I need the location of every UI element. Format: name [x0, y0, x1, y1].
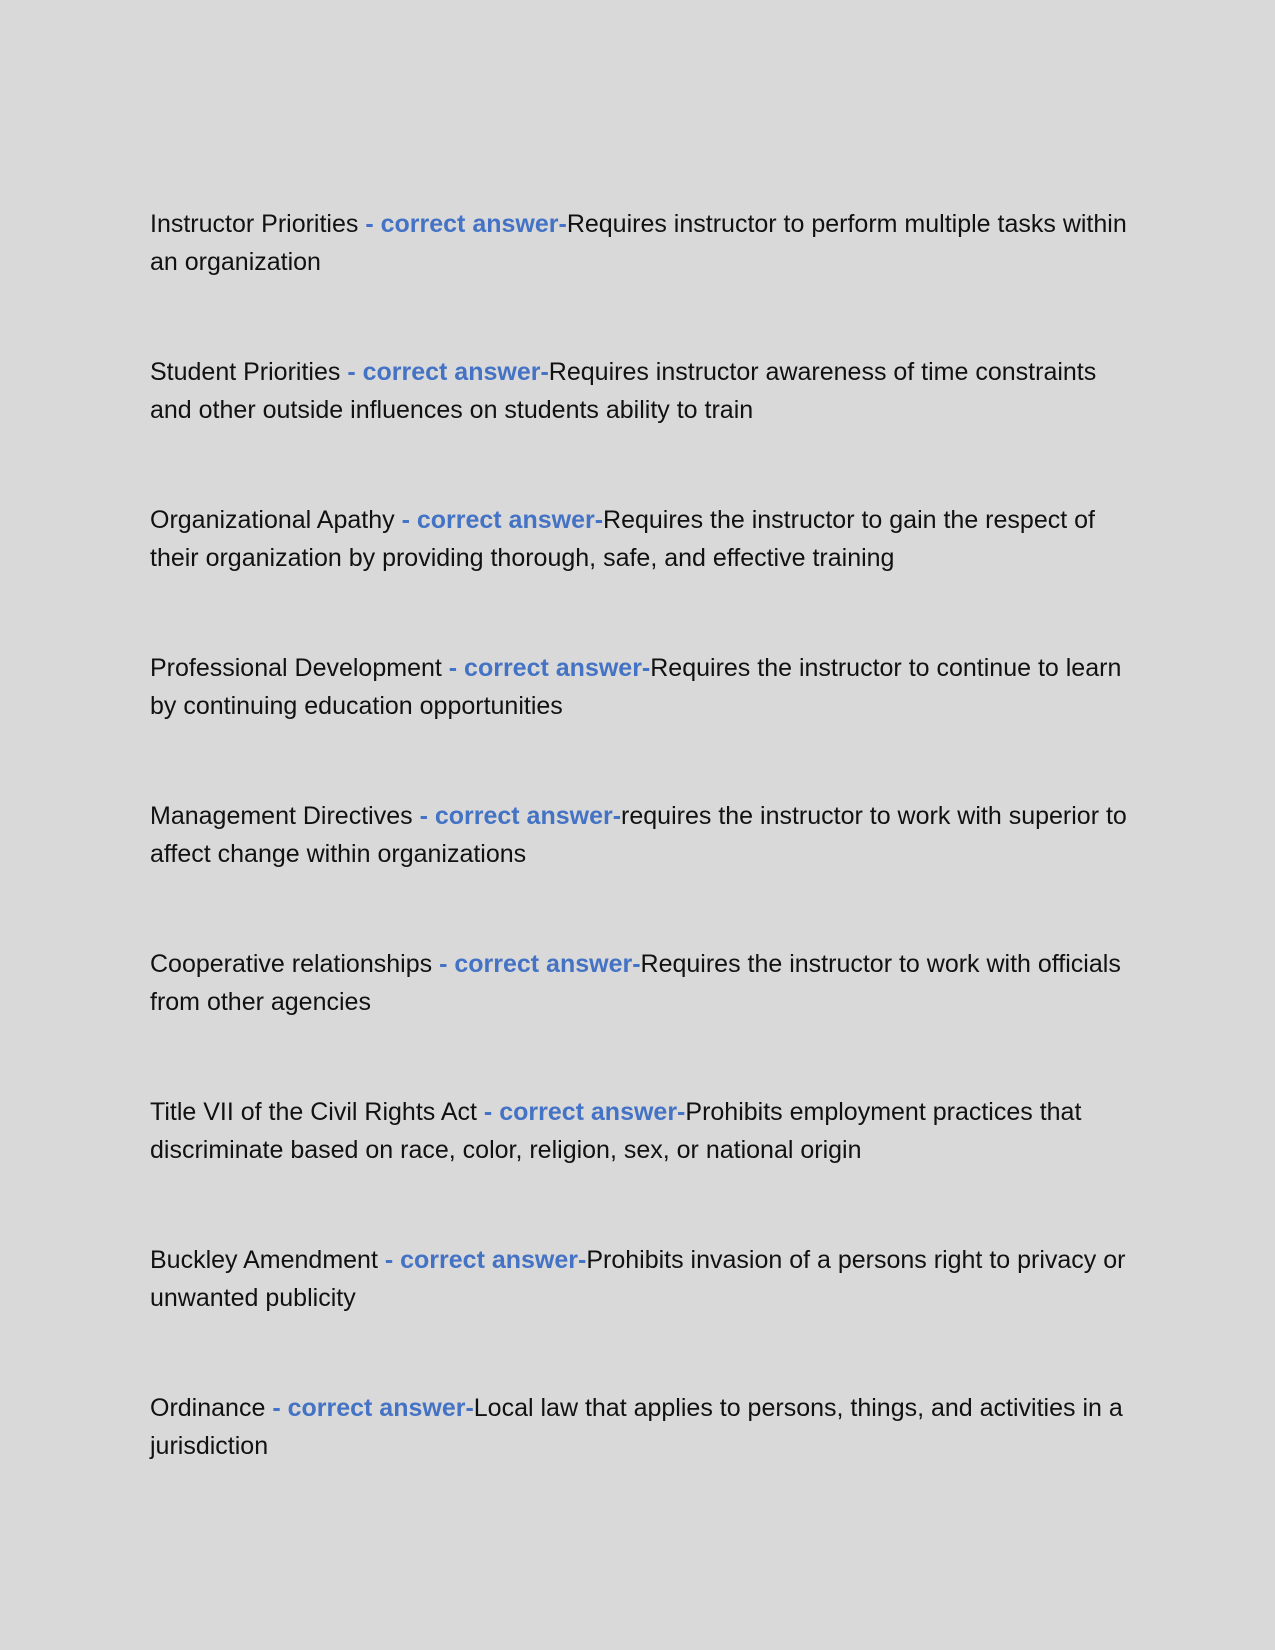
correct-answer-separator: - correct answer-: [272, 1394, 474, 1422]
flashcard-entry: [150, 205, 1135, 281]
flashcard-entry: [150, 1093, 1135, 1169]
term: Cooperative relationships: [150, 950, 433, 978]
document-page: [150, 205, 1135, 1537]
definition: Requires instructor awareness of time constraints and other outside influences on students ability to train: [150, 358, 1097, 424]
correct-answer-separator: - correct answer-: [365, 210, 567, 238]
flashcard-entry: [150, 649, 1135, 725]
correct-answer-separator: - correct answer-: [439, 950, 641, 978]
term: Student Priorities: [150, 358, 341, 386]
flashcard-entry: [150, 353, 1135, 429]
definition: Local law that applies to persons, things, and activities in a jurisdiction: [150, 1394, 1123, 1460]
term: Ordinance: [150, 1394, 266, 1422]
term: Management Directives: [150, 802, 413, 830]
definition: Prohibits employment practices that discriminate based on race, color, religion, sex, or national origin: [150, 1098, 1082, 1164]
definition: Requires the instructor to gain the respect of their organization by providing thorough, safe, and effective training: [150, 506, 1095, 572]
flashcard-entry: [150, 797, 1135, 873]
correct-answer-separator: - correct answer-: [419, 802, 622, 830]
flashcard-entry: [150, 501, 1135, 577]
definition: Requires instructor to perform multiple tasks within an organization: [150, 210, 1127, 276]
term: Professional Development: [150, 654, 442, 682]
flashcard-entry: [150, 945, 1135, 1021]
flashcard-entry: [150, 1389, 1135, 1465]
correct-answer-separator: - correct answer-: [448, 654, 651, 682]
correct-answer-separator: - correct answer-: [483, 1098, 686, 1126]
correct-answer-separator: - correct answer-: [401, 506, 604, 534]
flashcard-entry: [150, 1241, 1135, 1317]
definition: Requires the instructor to continue to learn by continuing education opportunities: [150, 654, 1122, 720]
definition: Requires the instructor to work with officials from other agencies: [150, 950, 1121, 1016]
definition: requires the instructor to work with superior to affect change within organizations: [150, 802, 1127, 868]
term: Title VII of the Civil Rights Act: [150, 1098, 477, 1126]
correct-answer-separator: - correct answer-: [384, 1246, 587, 1274]
definition: Prohibits invasion of a persons right to privacy or unwanted publicity: [150, 1246, 1126, 1312]
term: Buckley Amendment: [150, 1246, 378, 1274]
term: Instructor Priorities: [150, 210, 359, 238]
term: Organizational Apathy: [150, 506, 395, 534]
correct-answer-separator: - correct answer-: [347, 358, 549, 386]
